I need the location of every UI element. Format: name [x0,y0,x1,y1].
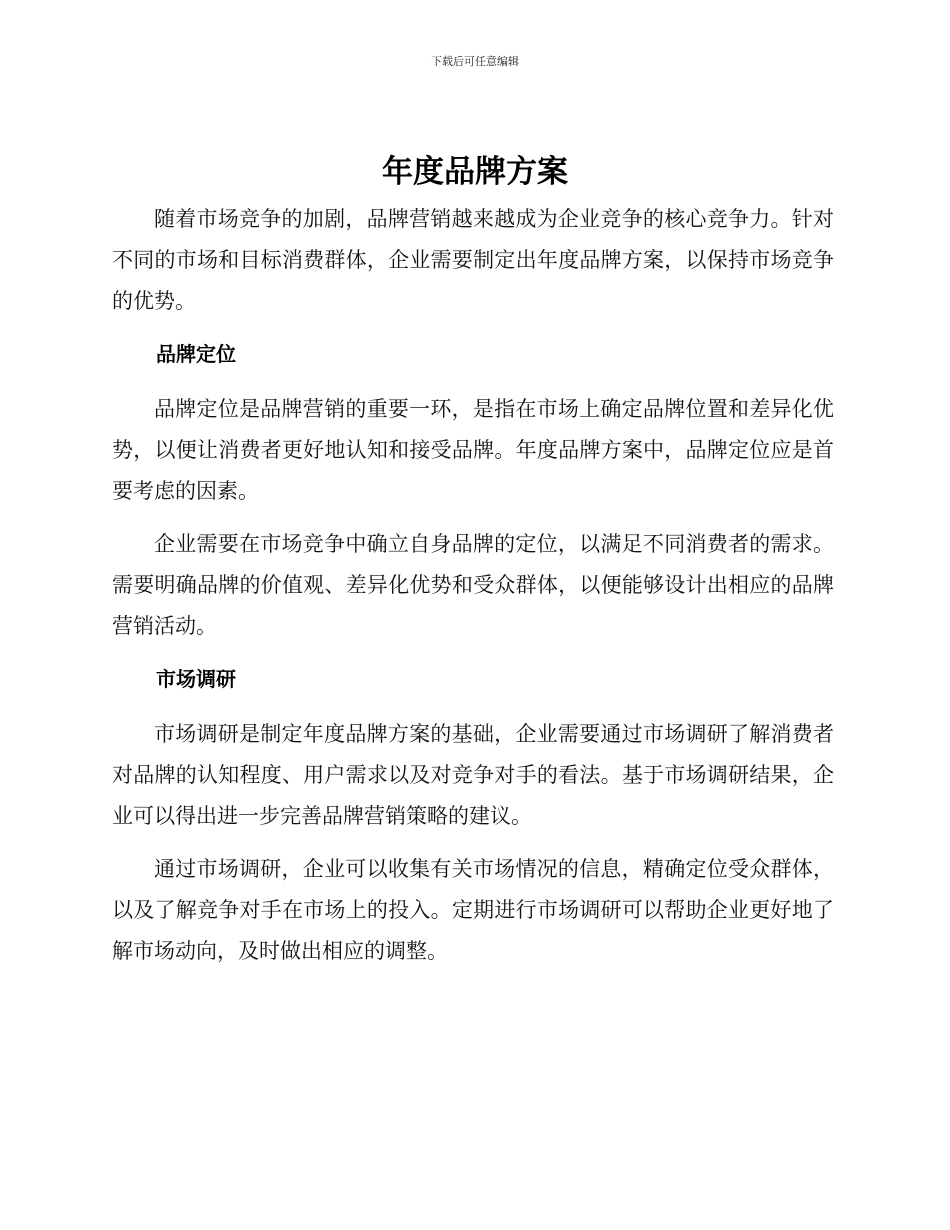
paragraph: 企业需要在市场竞争中确立自身品牌的定位，以满足不同消费者的需求。需要明确品牌的价值观、差异化优势和受众群体，以便能够设计出相应的品牌营销活动。 [112,532,834,638]
paragraph: 市场调研是制定年度品牌方案的基础，企业需要通过市场调研了解消费者对品牌的认知程度、用户需求以及对竞争对手的看法。基于市场调研结果，企业可以得出进一步完善品牌营销策略的建议。 [112,722,834,828]
paragraph: 通过市场调研，企业可以收集有关市场情况的信息，精确定位受众群体，以及了解竞争对手在市场上的投入。定期进行市场调研可以帮助企业更好地了解市场动向，及时做出相应的调整。 [112,857,834,963]
spacer [112,837,834,849]
intro-paragraph: 随着市场竞争的加剧，品牌营销越来越成为企业竞争的核心竞争力。针对不同的市场和目标消费群体，企业需要制定出年度品牌方案，以保持市场竞争的优势。 [112,207,834,313]
document-title: 年度品牌方案 [382,154,568,190]
spacer [112,700,834,714]
spacer [112,375,834,389]
section-heading-brand-positioning: 品牌定位 [156,342,236,366]
section-heading-market-research: 市场调研 [156,667,236,691]
spacer [112,512,834,524]
paragraph: 品牌定位是品牌营销的重要一环，是指在市场上确定品牌位置和差异化优势，以便让消费者更好地认知和接受品牌。年度品牌方案中，品牌定位应是首要考虑的因素。 [112,397,834,503]
document-body [112,199,834,972]
spacer [112,322,834,334]
spacer [112,647,834,659]
header-note: 下载后可任意编辑 [431,55,519,68]
